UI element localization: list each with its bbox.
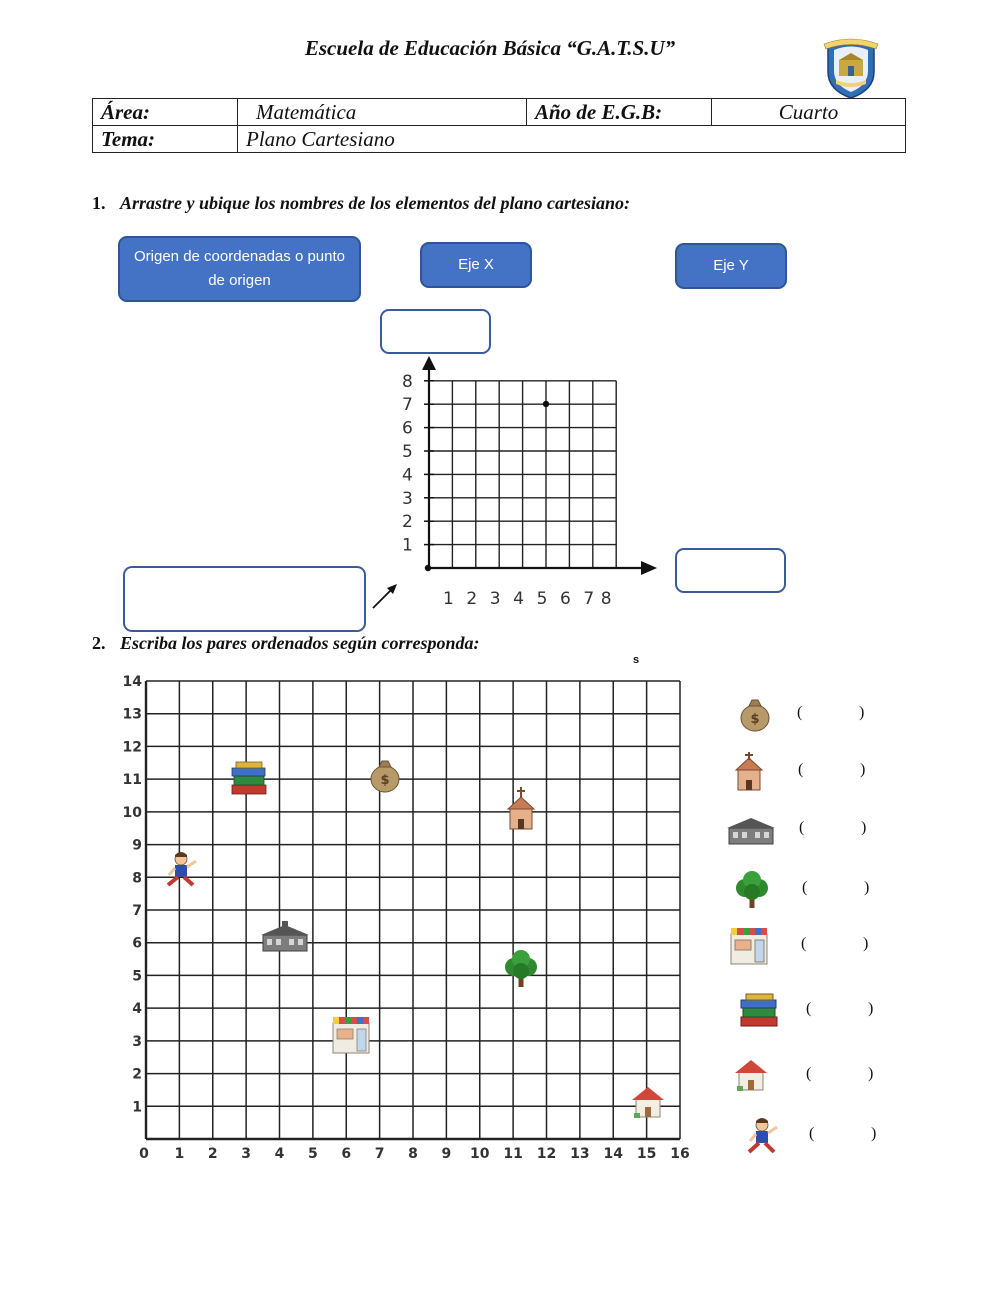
plotted-boy xyxy=(168,852,196,885)
money-bag-icon xyxy=(371,761,399,792)
open-paren: ( xyxy=(806,1065,812,1082)
small-grid-point xyxy=(543,401,549,407)
large-x-tick-label: 10 xyxy=(470,1146,490,1162)
large-y-tick-label: 2 xyxy=(132,1066,142,1083)
large-y-tick-label: 13 xyxy=(122,706,142,723)
books-icon xyxy=(737,989,785,1031)
large-x-tick-label: 5 xyxy=(308,1146,318,1162)
question-1 xyxy=(92,193,630,214)
close-paren: ) xyxy=(861,819,867,836)
small-y-tick-label: 7 xyxy=(402,395,413,416)
question-1-text: Arrastre y ubique los nombres de los elementos del plano cartesiano: xyxy=(120,193,631,213)
church-icon xyxy=(727,750,775,792)
large-x-tick-label: 11 xyxy=(503,1146,523,1162)
year-label: Año de E.G.B: xyxy=(527,99,712,126)
chip-origin[interactable]: Origen de coordenadas o punto de origen xyxy=(118,236,361,302)
school-title: Escuela de Educación Básica “G.A.T.S.U” xyxy=(304,36,676,60)
store-icon xyxy=(727,924,775,966)
large-x-tick-label: 9 xyxy=(441,1146,452,1162)
plotted-tree xyxy=(505,950,537,987)
plotted-house xyxy=(632,1087,664,1118)
drop-zone-origin[interactable] xyxy=(123,566,366,632)
large-x-tick-label: 4 xyxy=(274,1146,285,1162)
question-1-number: 1. xyxy=(92,193,106,213)
info-table xyxy=(92,98,906,153)
area-label: Área: xyxy=(93,99,238,126)
large-x-tick-label: 0 xyxy=(139,1146,149,1162)
answer-blank-store[interactable] xyxy=(801,935,891,959)
large-y-tick-label: 7 xyxy=(132,903,142,919)
open-paren: ( xyxy=(806,1000,812,1017)
large-y-tick-label: 14 xyxy=(122,674,142,690)
close-paren: ) xyxy=(863,935,869,952)
close-paren: ) xyxy=(859,704,865,721)
open-paren: ( xyxy=(799,819,805,836)
large-y-tick-labels xyxy=(123,674,143,1115)
small-x-tick-label: 5 xyxy=(536,589,548,609)
answer-blank-school[interactable] xyxy=(799,819,889,843)
large-x-tick-label: 3 xyxy=(241,1146,251,1162)
large-y-tick-label: 10 xyxy=(122,804,142,821)
answer-blank-books[interactable] xyxy=(806,1000,896,1024)
plotted-money-bag xyxy=(371,761,399,792)
area-value: Matemática xyxy=(238,99,527,126)
topic-label: Tema: xyxy=(93,126,238,153)
small-x-tick-label: 2 xyxy=(466,589,478,609)
large-x-tick-label: 8 xyxy=(408,1146,418,1162)
boy-icon xyxy=(740,1114,788,1156)
plotted-school xyxy=(261,921,309,951)
large-y-tick-label: 9 xyxy=(132,837,142,854)
small-x-tick-label: 1 xyxy=(442,589,454,609)
answer-blank-money-bag[interactable] xyxy=(797,704,887,728)
large-x-tick-label: 6 xyxy=(341,1146,352,1162)
small-y-tick-label: 4 xyxy=(402,465,413,486)
svg-text:$: $ xyxy=(380,773,390,788)
plotted-store xyxy=(333,1017,369,1053)
large-x-tick-label: 1 xyxy=(174,1146,185,1162)
small-grid xyxy=(429,381,616,568)
small-origin-point xyxy=(425,565,431,571)
close-paren: ) xyxy=(860,761,866,778)
large-y-tick-label: 4 xyxy=(132,1001,142,1018)
open-paren: ( xyxy=(801,935,807,952)
large-grid xyxy=(146,681,680,1139)
question-2-number: 2. xyxy=(92,633,106,653)
house-icon xyxy=(632,1087,664,1118)
large-x-tick-labels xyxy=(139,1146,690,1162)
answer-blank-tree[interactable] xyxy=(802,879,892,903)
large-x-tick-label: 13 xyxy=(570,1146,590,1162)
school-logo xyxy=(822,36,880,100)
plotted-books xyxy=(232,762,266,794)
large-x-tick-label: 14 xyxy=(603,1146,623,1162)
answer-blank-boy[interactable] xyxy=(809,1125,899,1149)
tree-icon xyxy=(505,950,537,987)
close-paren: ) xyxy=(868,1065,874,1082)
question-2 xyxy=(92,633,480,654)
small-y-tick-label: 3 xyxy=(402,488,413,509)
small-x-tick-labels xyxy=(443,589,612,609)
answer-blank-church[interactable] xyxy=(798,761,888,785)
small-x-tick-label: 6 xyxy=(559,589,571,609)
large-x-tick-label: 12 xyxy=(536,1146,557,1162)
stray-mark: s xyxy=(633,654,640,666)
large-x-tick-label: 7 xyxy=(374,1146,385,1162)
large-y-tick-label: 8 xyxy=(132,870,142,887)
large-y-tick-label: 5 xyxy=(132,968,142,985)
open-paren: ( xyxy=(809,1125,815,1142)
small-x-tick-label: 3 xyxy=(489,589,501,609)
large-x-tick-label: 16 xyxy=(670,1146,690,1162)
open-paren: ( xyxy=(798,761,804,778)
money-bag-icon xyxy=(733,693,781,735)
small-cartesian-plane xyxy=(360,350,670,612)
books-icon xyxy=(232,762,266,794)
small-x-arrow-icon xyxy=(641,561,657,575)
large-x-tick-label: 2 xyxy=(207,1146,218,1162)
large-x-tick-label: 15 xyxy=(636,1146,657,1162)
small-y-tick-label: 1 xyxy=(402,535,413,556)
plotted-church xyxy=(508,787,534,829)
large-y-tick-label: 6 xyxy=(132,935,142,952)
small-x-tick-label: 7 xyxy=(583,589,595,609)
small-x-tick-label: 4 xyxy=(513,589,525,609)
small-y-tick-label: 2 xyxy=(402,512,413,533)
large-y-tick-label: 12 xyxy=(122,739,142,756)
chip-x-axis[interactable]: Eje X xyxy=(420,242,532,288)
topic-value: Plano Cartesiano xyxy=(238,126,906,153)
small-y-tick-label: 5 xyxy=(402,442,413,462)
school-icon xyxy=(261,921,309,951)
year-value: Cuarto xyxy=(712,99,906,126)
school-icon xyxy=(727,808,775,850)
church-icon xyxy=(508,787,534,829)
close-paren: ) xyxy=(871,1125,877,1142)
boy-icon xyxy=(168,852,196,885)
large-y-tick-label: 11 xyxy=(122,772,142,789)
store-icon xyxy=(333,1017,369,1053)
small-y-tick-label: 8 xyxy=(402,371,413,392)
open-paren: ( xyxy=(802,879,808,896)
drop-zone-right[interactable] xyxy=(675,548,786,593)
close-paren: ) xyxy=(864,879,870,896)
small-x-tick-label: 8 xyxy=(600,589,612,609)
large-y-tick-label: 1 xyxy=(132,1099,142,1116)
tree-icon xyxy=(730,868,778,910)
large-y-tick-label: 3 xyxy=(132,1033,142,1050)
small-y-arrow-icon xyxy=(422,356,436,370)
drop-zone-top[interactable] xyxy=(380,309,491,354)
small-y-tick-label: 6 xyxy=(402,418,413,439)
answer-blank-house[interactable] xyxy=(806,1065,896,1089)
house-icon xyxy=(729,1054,777,1096)
question-2-text: Escriba los pares ordenados según corresponda: xyxy=(120,633,480,653)
svg-text:$: $ xyxy=(750,712,760,727)
open-paren: ( xyxy=(797,704,803,721)
chip-y-axis[interactable]: Eje Y xyxy=(675,243,787,289)
large-cartesian-plane xyxy=(122,665,698,1165)
close-paren: ) xyxy=(868,1000,874,1017)
